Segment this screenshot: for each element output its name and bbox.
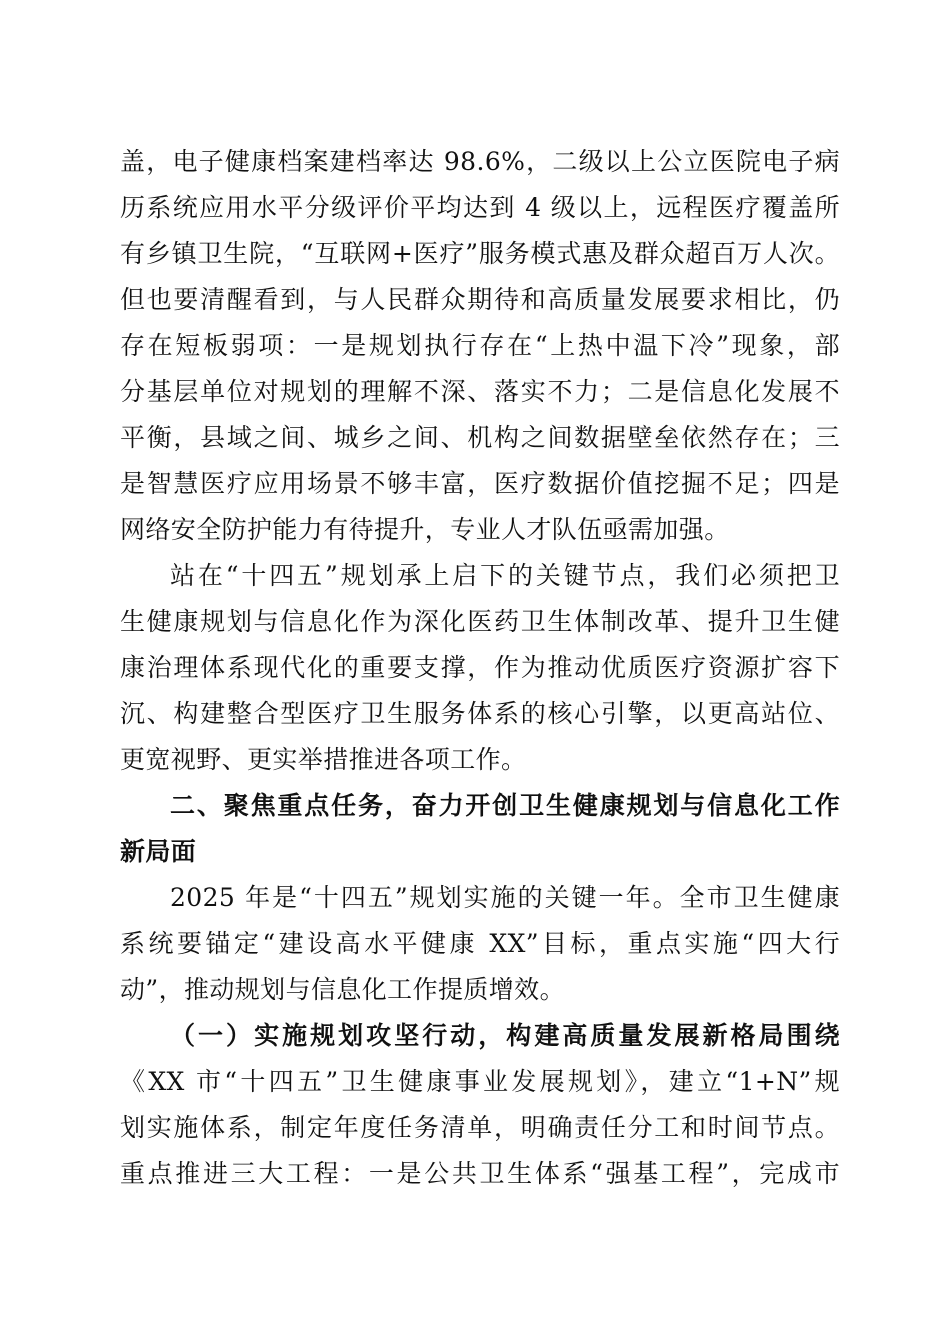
paragraph-line: 是智慧医疗应用场景不够丰富，医疗数据价值挖掘不足；四是 <box>120 469 840 498</box>
paragraph-line: 2025 年是“十四五”规划实施的关键一年。全市卫生健康 <box>170 883 840 912</box>
paragraph-line: 系统要锚定“建设高水平健康 XX”目标，重点实施“四大行 <box>120 929 840 958</box>
paragraph-line: 盖，电子健康档案建档率达 98.6%，二级以上公立医院电子病 <box>120 147 840 176</box>
paragraph-line: 但也要清醒看到，与人民群众期待和高质量发展要求相比，仍 <box>120 285 840 314</box>
paragraph-line: 康治理体系现代化的重要支撑，作为推动优质医疗资源扩容下 <box>120 653 840 682</box>
paragraph-line: 平衡，县域之间、城乡之间、机构之间数据壁垒依然存在；三 <box>120 423 840 452</box>
paragraph-line: 分基层单位对规划的理解不深、落实不力；二是信息化发展不 <box>120 377 840 406</box>
paragraph-line: 沉、构建整合型医疗卫生服务体系的核心引擎，以更高站位、 <box>120 699 840 728</box>
paragraph-line: 站在“十四五”规划承上启下的关键节点，我们必须把卫 <box>170 561 840 590</box>
paragraph-line: 存在短板弱项：一是规划执行存在“上热中温下冷”现象，部 <box>120 331 840 360</box>
subsection-heading: （一）实施规划攻坚行动，构建高质量发展新格局围绕 <box>170 1021 840 1050</box>
paragraph-line: 网络安全防护能力有待提升，专业人才队伍亟需加强。 <box>120 515 730 544</box>
paragraph-line: 《XX 市“十四五”卫生健康事业发展规划》，建立“1+N”规 <box>120 1067 840 1096</box>
paragraph-line: 重点推进三大工程：一是公共卫生体系“强基工程”，完成市 <box>120 1159 840 1188</box>
paragraph-line: 更宽视野、更实举措推进各项工作。 <box>120 745 527 774</box>
paragraph-line: 有乡镇卫生院，“互联网+医疗”服务模式惠及群众超百万人次。 <box>120 239 840 268</box>
paragraph-line: 划实施体系，制定年度任务清单，明确责任分工和时间节点。 <box>120 1113 840 1142</box>
paragraph-line: 历系统应用水平分级评价平均达到 4 级以上，远程医疗覆盖所 <box>120 193 840 222</box>
section-heading: 二、聚焦重点任务，奋力开创卫生健康规划与信息化工作 <box>170 791 840 820</box>
paragraph-line: 生健康规划与信息化作为深化医药卫生体制改革、提升卫生健 <box>120 607 840 636</box>
paragraph-line: 动”，推动规划与信息化工作提质增效。 <box>120 975 565 1004</box>
section-heading: 新局面 <box>120 837 197 866</box>
